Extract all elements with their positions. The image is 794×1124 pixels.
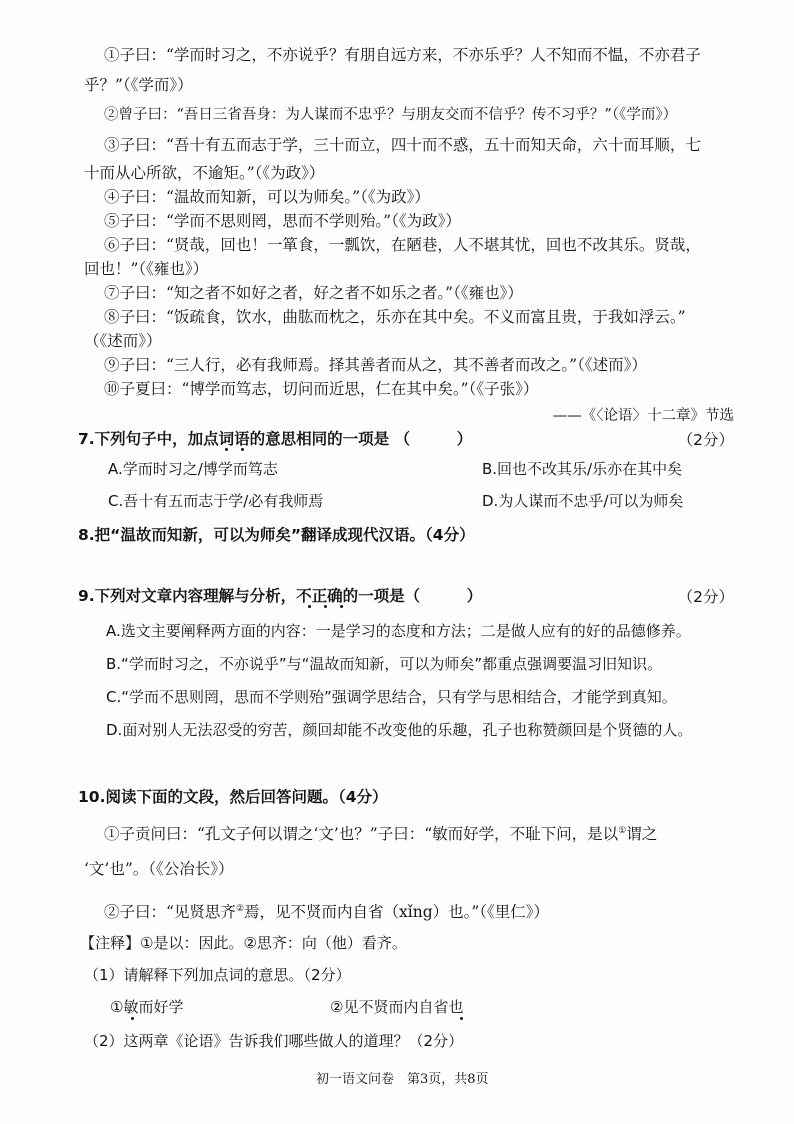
emphasis-dot bbox=[324, 605, 327, 608]
passage-line-11: ⑧子曰：“饭疏食，饮水，曲肱而枕之，乐亦在其中矣。不义而富且贵，于我如浮云。” bbox=[104, 308, 686, 326]
emphasis-dot bbox=[225, 448, 228, 451]
passage-line-5: 十而从心所欲，不逾矩。”（《为政》） bbox=[84, 164, 325, 182]
passage-line-13: ⑨子曰：“三人行，必有我师焉。择其善者而从之，其不善者而改之。”（《述而》） bbox=[104, 356, 647, 374]
question-9-option-a: A.选文主要阐释两方面的内容：一是学习的态度和方法；二是做人应有的好的品德修养。 bbox=[106, 622, 691, 640]
question-10-note: 【注释】①是以：因此。②思齐：向（他）看齐。 bbox=[80, 934, 407, 952]
passage-line-12: （《述而》） bbox=[84, 332, 162, 350]
question-9-option-b: B.“学而时习之，不亦说乎”与“温故而知新，可以为师矣”都重点强调要温习旧知识。 bbox=[106, 655, 663, 673]
passage-line-9: 回也！”（《雍也》） bbox=[84, 260, 209, 278]
passage-line-4: ③子曰：“吾十有五而志于学，三十而立，四十而不惑，五十而知天命，六十而耳顺，七 bbox=[104, 136, 701, 154]
question-10-stem: 10.阅读下面的文段，然后回答问题。（4分） bbox=[78, 788, 388, 806]
question-9-score: （2分） bbox=[677, 588, 734, 606]
emphasis-dot bbox=[340, 605, 343, 608]
question-9-stem: 9.下列对文章内容理解与分析，不正确的一项是（ ） bbox=[78, 587, 483, 605]
passage-source: ——《〈论语〉十二章》节选 bbox=[552, 408, 734, 424]
question-7-option-d: D.为人谋而不忠乎/可以为师矣 bbox=[482, 492, 684, 510]
emphasis-dot bbox=[460, 1017, 463, 1020]
emphasis-dot bbox=[131, 1017, 134, 1020]
question-7-stem: 7.下列句子中，加点词语的意思相同的一项是 （ ） bbox=[78, 430, 473, 448]
passage-line-10: ⑦子曰：“知之者不如好之者，好之者不如乐之者。”（《雍也》） bbox=[104, 284, 523, 302]
question-10-sub-1-item-b: ②见不贤而内自省也 bbox=[330, 998, 464, 1016]
emphasis-dot bbox=[241, 448, 244, 451]
question-7-score: （2分） bbox=[677, 431, 734, 449]
question-10-sub-1: （1）请解释下列加点词的意思。（2分） bbox=[84, 966, 351, 984]
footnote-marker-1: ① bbox=[618, 826, 627, 836]
passage-2-text: ②子曰：“见贤思齐 bbox=[104, 903, 236, 922]
page-footer: 初一语文问卷 第3页，共8页 bbox=[316, 1072, 489, 1087]
question-10-passage-2 bbox=[104, 898, 549, 923]
footnote-marker-2: ② bbox=[235, 904, 245, 914]
passage-line-7: ⑤子曰：“学而不思则罔，思而不学则殆。”（《为政》） bbox=[104, 212, 461, 230]
passage-line-2: 乎？”（《学而》） bbox=[84, 76, 193, 94]
passage-line-6: ④子曰：“温故而知新，可以为师矣。”（《为政》） bbox=[104, 188, 430, 206]
passage-1-text: ①子贡问曰：“孔文子何以谓之‘文’也？”子曰：“敏而好学，不耻下问，是以 bbox=[104, 825, 619, 844]
passage-line-8: ⑥子曰：“贤哉，回也！一箪食，一瓢饮，在陋巷，人不堪其忧，回也不改其乐。贤哉， bbox=[104, 236, 701, 254]
question-7-option-c: C.吾十有五而志于学/必有我师焉 bbox=[108, 492, 324, 510]
passage-2-text-end: 焉，见不贤而内自省（xǐng）也。”（《里仁》） bbox=[244, 903, 550, 922]
question-9-option-d: D.面对别人无法忍受的穷苦，颜回却能不改变他的乐趣，孔子也称赞颜回是个贤德的人。 bbox=[106, 721, 693, 739]
question-10-passage-1-cont: ‘文’也”。（《公冶长》） bbox=[84, 860, 234, 878]
question-7-option-a: A.学而时习之/博学而笃志 bbox=[108, 460, 278, 478]
passage-line-1: ①子曰：“学而时习之，不亦说乎？有朋自远方来，不亦乐乎？人不知而不愠，不亦君子 bbox=[104, 46, 701, 64]
question-10-sub-2: （2）这两章《论语》告诉我们哪些做人的道理？（2分） bbox=[84, 1032, 464, 1050]
question-9-option-c: C.“学而不思则罔，思而不学则殆”强调学思结合，只有学与思相结合，才能学到真知。 bbox=[106, 688, 677, 706]
emphasis-dot bbox=[308, 605, 311, 608]
question-7-option-b: B.回也不改其乐/乐亦在其中矣 bbox=[482, 460, 683, 478]
question-8-stem: 8.把“温故而知新，可以为师矣”翻译成现代汉语。（4分） bbox=[78, 526, 475, 544]
passage-1-text-end: 谓之 bbox=[626, 825, 658, 844]
question-10-sub-1-item-a: ①敏而好学 bbox=[110, 998, 184, 1016]
passage-line-14: ⑩子夏曰：“博学而笃志，切问而近思，仁在其中矣。”（《子张》） bbox=[104, 380, 539, 398]
passage-line-3: ②曾子曰：“吾日三省吾身：为人谋而不忠乎？与朋友交而不信乎？传不习乎？”（《学而》） bbox=[104, 107, 678, 123]
question-10-passage-1 bbox=[104, 820, 657, 845]
